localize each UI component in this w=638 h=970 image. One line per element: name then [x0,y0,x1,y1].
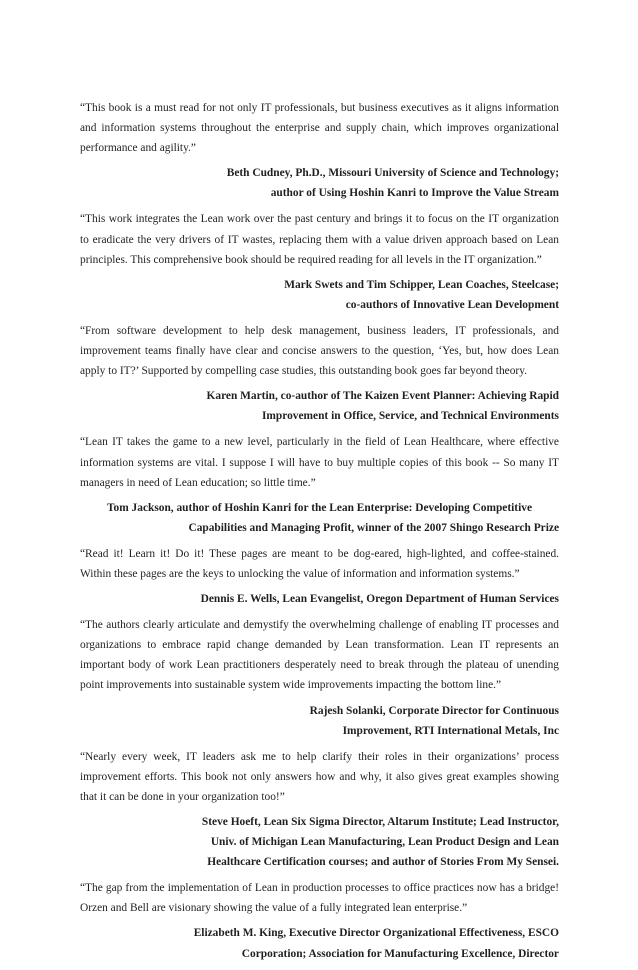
attribution-line: Beth Cudney, Ph.D., Missouri University of Science and Technology; [226,167,559,180]
attribution-line: Dennis E. Wells, Lean Evangelist, Oregon Department of Human Services [200,593,559,606]
endorsement-quote: “From software development to help desk management, business leaders, IT professionals, and improvement teams finally have clear and concise answers to the question, ‘Yes, but, how does Lean apply to IT?’ Supported by compelling case studies, this outstanding book goes far beyond theory. [80,324,559,378]
attribution-line: Tom Jackson, author of Hoshin Kanri for the Lean Enterprise: Developing Competitive [106,501,533,514]
endorsement-attribution [80,498,559,538]
endorsement-attribution [80,701,559,741]
endorsement-quote: “Read it! Learn it! Do it! These pages are meant to be dog-eared, high-lighted, and coffee-stained. Within these pages are the keys to unlocking the value of information and information systems.” [80,547,559,580]
endorsement-quote: “The gap from the implementation of Lean in production processes to office practices now has a bridge! Orzen and Bell are visionary showing the value of a fully integrated lean enterprise.” [80,882,559,915]
endorsement-attribution [80,275,559,315]
endorsement-quote: “This work integrates the Lean work over the past century and brings it to focus on the IT organization to eradicate the very drivers of IT wastes, replacing them with a value driven approach based on Lean principles. This comprehensive book should be required reading for all levels in the IT organization.” [80,213,559,266]
attribution-line: Karen Martin, co-author of The Kaizen Event Planner: Achieving Rapid [206,390,559,403]
endorsement-quote: “The authors clearly articulate and demystify the overwhelming challenge of enabling IT processes and organizations to embrace rapid change demanded by Lean transformation. Lean IT represents an important body of work Lean practitioners desperately need to break through the plateau of unending point improvements into sustainable system wide improvements impacting the bottom line.” [80,619,559,692]
attribution-line: Steve Hoeft, Lean Six Sigma Director, Altarum Institute; Lead Instructor, [201,816,559,828]
attribution-line: Capabilities and Managing Profit, winner of the 2007 Shingo Research Prize [188,521,559,534]
attribution-line: co-authors of Innovative Lean Development [345,298,559,311]
endorsement-attribution [80,589,559,609]
attribution-line: Healthcare Certification courses; and author of Stories From My Sensei. [207,856,559,869]
endorsement-attribution [80,386,559,426]
endorsement-quote: “This book is a must read for not only IT professionals, but business executives as it aligns information and information systems throughout the enterprise and supply chain, which improves organizational performance and agility.” [80,102,559,155]
attribution-line: Improvement in Office, Service, and Technical Environments [262,410,559,423]
endorsement-attribution [80,163,559,203]
attribution-line: Mark Swets and Tim Schipper, Lean Coaches, Steelcase; [284,278,559,291]
attribution-line: author of Using Hoshin Kanri to Improve the Value Stream [270,187,559,200]
endorsements-page [80,98,559,970]
attribution-line: Elizabeth M. King, Executive Director Organizational Effectiveness, ESCO [193,927,559,940]
attribution-line: Improvement, RTI International Metals, Inc [342,724,559,737]
endorsement-attribution [80,812,559,872]
attribution-line: Rajesh Solanki, Corporate Director for Continuous [309,704,559,717]
endorsement-attribution [80,923,559,963]
attribution-line: Univ. of Michigan Lean Manufacturing, Lean Product Design and Lean [210,836,559,849]
attribution-line: Corporation; Association for Manufacturing Excellence, Director [241,947,559,960]
endorsement-quote: “Nearly every week, IT leaders ask me to help clarify their roles in their organizations’ process improvement efforts. This book not only answers how and why, it also gives great examples showing that it can be done in your organization too!” [80,750,559,803]
endorsement-quote: “Lean IT takes the game to a new level, particularly in the field of Lean Healthcare, where effective information systems are vital. I suppose I will have to buy multiple copies of this book -- So many IT managers in need of Lean education; so little time.” [80,436,559,489]
